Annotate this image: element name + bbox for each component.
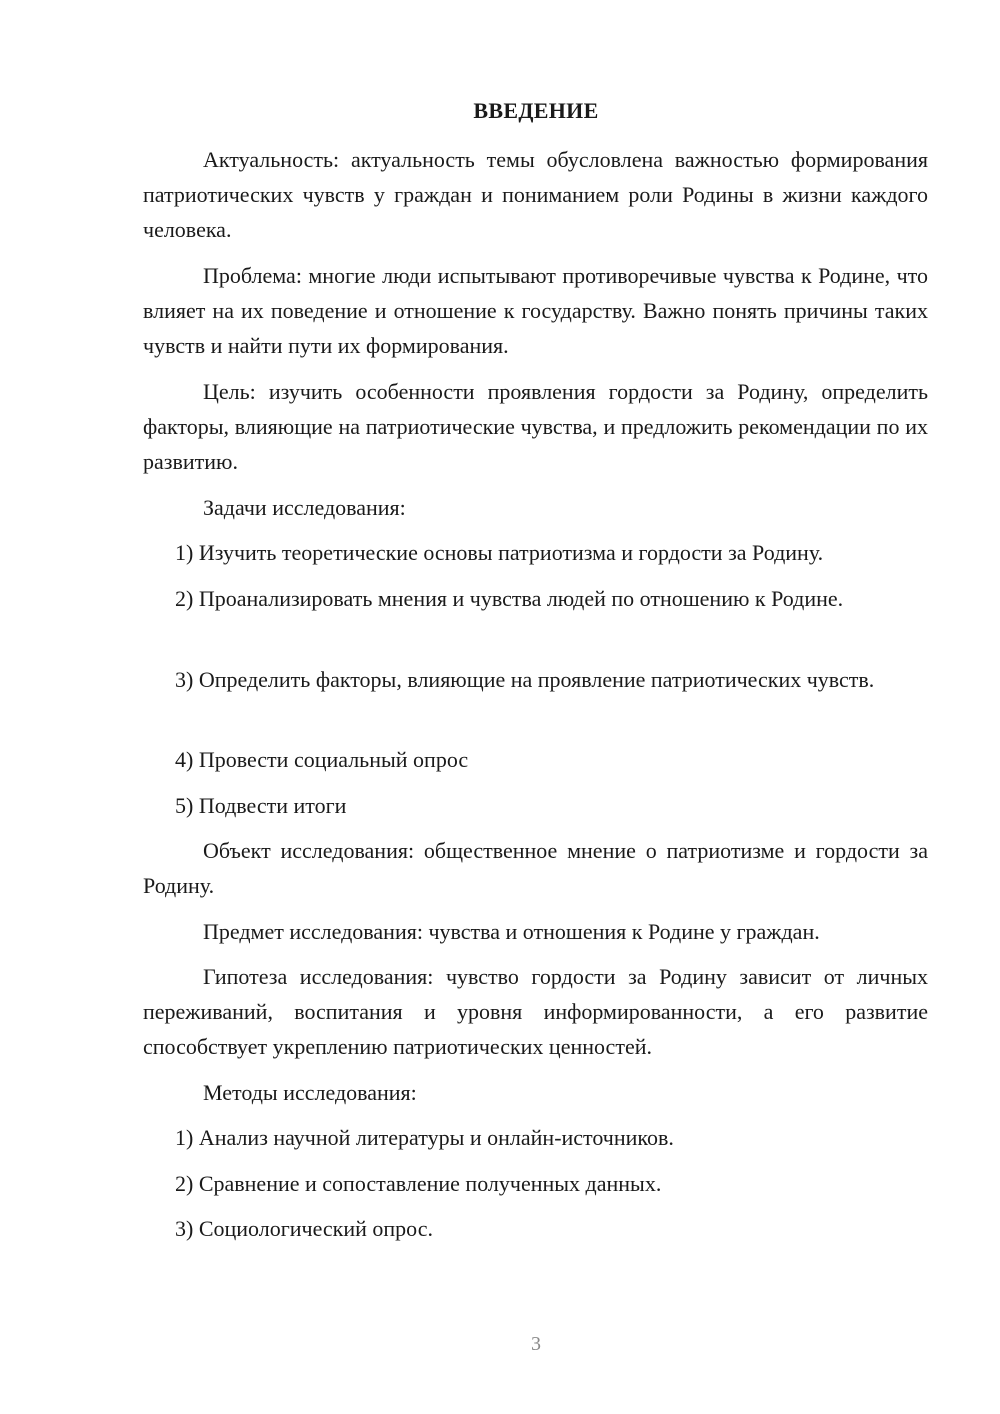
task-item-1: 1) Изучить теоретические основы патриотизма и гордости за Родину.: [175, 540, 824, 565]
task-item-2: 2) Проанализировать мнения и чувства людей по отношению к Родине.: [175, 586, 844, 611]
tasks-heading: Задачи исследования:: [203, 495, 406, 520]
method-item-2: 2) Сравнение и сопоставление полученных данных.: [175, 1171, 662, 1196]
method-item-3: 3) Социологический опрос.: [175, 1216, 433, 1241]
task-item-5: 5) Подвести итоги: [175, 793, 347, 818]
subject-paragraph: Предмет исследования: чувства и отношения к Родине у граждан.: [203, 919, 820, 944]
task-item-3: 3) Определить факторы, влияющие на проявление патриотических чувств.: [175, 667, 875, 692]
hypothesis-paragraph: Гипотеза исследования: чувство гордости за Родину зависит от личных переживаний, воспитания и уровня информированности, а его развитие способствует укреплению патриотических ценностей.: [143, 964, 928, 1059]
task-item-4: 4) Провести социальный опрос: [175, 747, 469, 772]
goal-paragraph: Цель: изучить особенности проявления гордости за Родину, определить факторы, влияющие на патриотические чувства, и предложить рекомендации по их развитию.: [143, 379, 928, 474]
methods-heading: Методы исследования:: [203, 1080, 417, 1105]
method-item-1: 1) Анализ научной литературы и онлайн-источников.: [175, 1125, 674, 1150]
problem-paragraph: Проблема: многие люди испытывают противоречивые чувства к Родине, что влияет на их поведение и отношение к государству. Важно понять причины таких чувств и найти пути их формирования.: [143, 263, 928, 358]
page-title: ВВЕДЕНИЕ: [473, 98, 599, 123]
page-number: 3: [531, 1333, 541, 1355]
relevance-paragraph: Актуальность: актуальность темы обусловлена важностью формирования патриотических чувств у граждан и пониманием роли Родины в жизни каждого человека.: [143, 147, 928, 242]
object-paragraph: Объект исследования: общественное мнение о патриотизме и гордости за Родину.: [143, 838, 928, 898]
